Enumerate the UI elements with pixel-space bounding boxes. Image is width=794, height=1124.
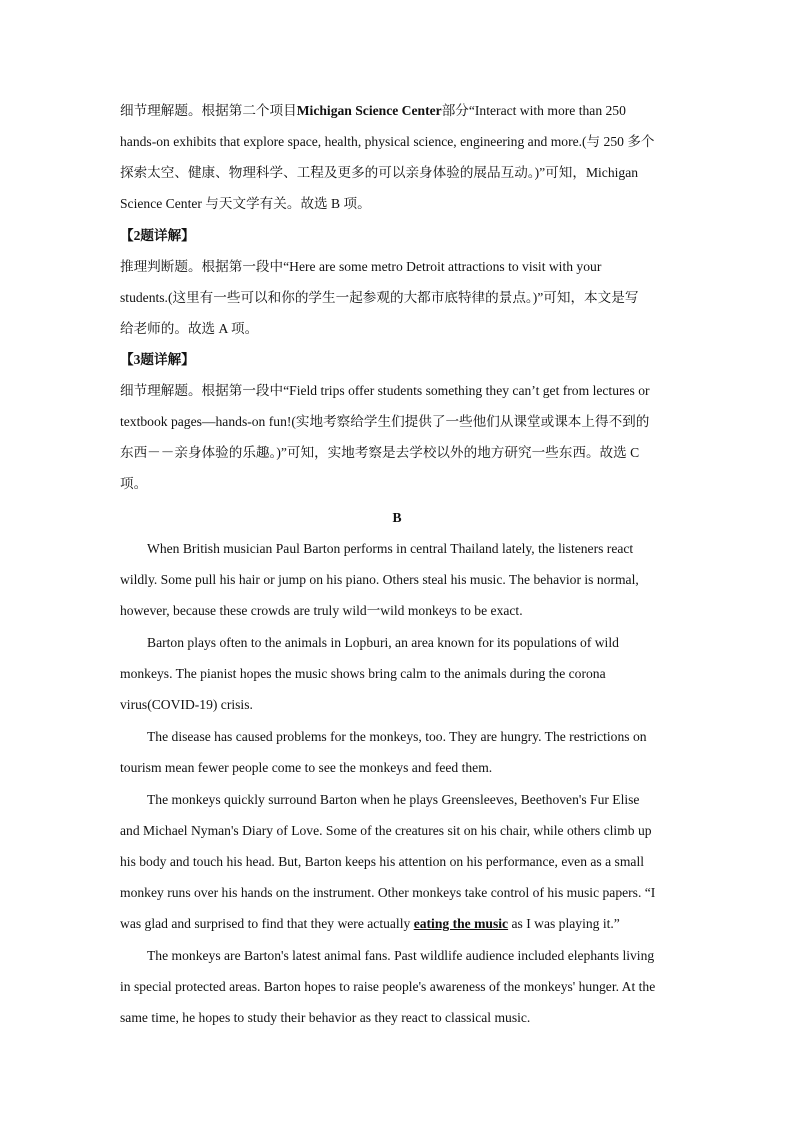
passage-line: Barton plays often to the animals in Lopburi, an area known for its populations of wild <box>147 635 619 650</box>
passage-line: in special protected areas. Barton hopes to raise people's awareness of the monkeys' hunger. At the <box>120 979 656 994</box>
passage-line: and Michael Nyman's Diary of Love. Some of the creatures sit on his chair, while others climb up <box>120 823 652 838</box>
passage-line <box>120 914 620 934</box>
q2-heading: 【2题详解】 <box>120 228 195 243</box>
q3-explanation-line: 细节理解题。根据第一段中“Field trips offer students something they can’t get from lectures or <box>120 383 650 398</box>
passage-line: The monkeys are Barton's latest animal fans. Past wildlife audience included elephants living <box>147 948 655 963</box>
passage-line: his body and touch his head. But, Barton keeps his attention on his performance, even as a small <box>120 854 644 869</box>
passage-line: however, because these crowds are truly wild一wild monkeys to be exact. <box>120 603 523 618</box>
q3-explanation-line: 东西－－亲身体验的乐趣。)”可知，实地考察是去学校以外的地方研究一些东西。故选 C <box>120 445 640 460</box>
passage-line: same time, he hopes to study their behavior as they react to classical music. <box>120 1010 531 1025</box>
text-span: as I was playing it.” <box>508 916 620 931</box>
q2-explanation-line: students.(这里有一些可以和你的学生一起参观的大都市底特律的景点。)”可知，本文是写 <box>120 290 639 305</box>
section-title: B <box>392 510 402 525</box>
passage-line: monkeys. The pianist hopes the music shows bring calm to the animals during the corona <box>120 666 606 681</box>
text-span: 部分“Interact with more than 250 <box>441 103 626 118</box>
q1-explanation-line: 探索太空、健康、物理科学、工程及更多的可以亲身体验的展品互动。)”可知，Michigan <box>120 165 639 180</box>
passage-line: monkey runs over his hands on the instrument. Other monkeys take control of his music papers. “I <box>120 885 656 900</box>
text-span: 细节理解题。根据第二个项目 <box>120 103 297 118</box>
q3-explanation-line: textbook pages—hands-on fun!(实地考察给学生们提供了一些他们从课堂或课本上得不到的 <box>120 414 650 429</box>
q1-explanation-line: Science Center 与天文学有关。故选 B 项。 <box>120 196 371 211</box>
q3-explanation-line: 项。 <box>120 476 148 491</box>
passage-line: When British musician Paul Barton performs in central Thailand lately, the listeners react <box>147 541 634 556</box>
q2-explanation-line: 给老师的。故选 A 项。 <box>120 321 259 336</box>
q2-explanation-line: 推理判断题。根据第一段中“Here are some metro Detroit attractions to visit with your <box>120 259 602 274</box>
passage-line: tourism mean fewer people come to see the monkeys and feed them. <box>120 760 493 775</box>
passage-line: The monkeys quickly surround Barton when he plays Greensleeves, Beethoven's Fur Elise <box>147 792 640 807</box>
q1-explanation-line <box>120 101 626 121</box>
passage-line: The disease has caused problems for the monkeys, too. They are hungry. The restrictions on <box>147 729 647 744</box>
q3-heading: 【3题详解】 <box>120 352 195 367</box>
passage-line: wildly. Some pull his hair or jump on his piano. Others steal his music. The behavior is normal, <box>120 572 639 587</box>
underlined-phrase: eating the music <box>413 916 509 931</box>
q1-explanation-line: hands-on exhibits that explore space, health, physical science, engineering and more.(与 250 多个 <box>120 134 655 149</box>
text-span: was glad and surprised to find that they were actually <box>120 916 414 931</box>
passage-line: virus(COVID-19) crisis. <box>120 697 253 712</box>
bold-term: Michigan Science Center <box>296 103 442 118</box>
